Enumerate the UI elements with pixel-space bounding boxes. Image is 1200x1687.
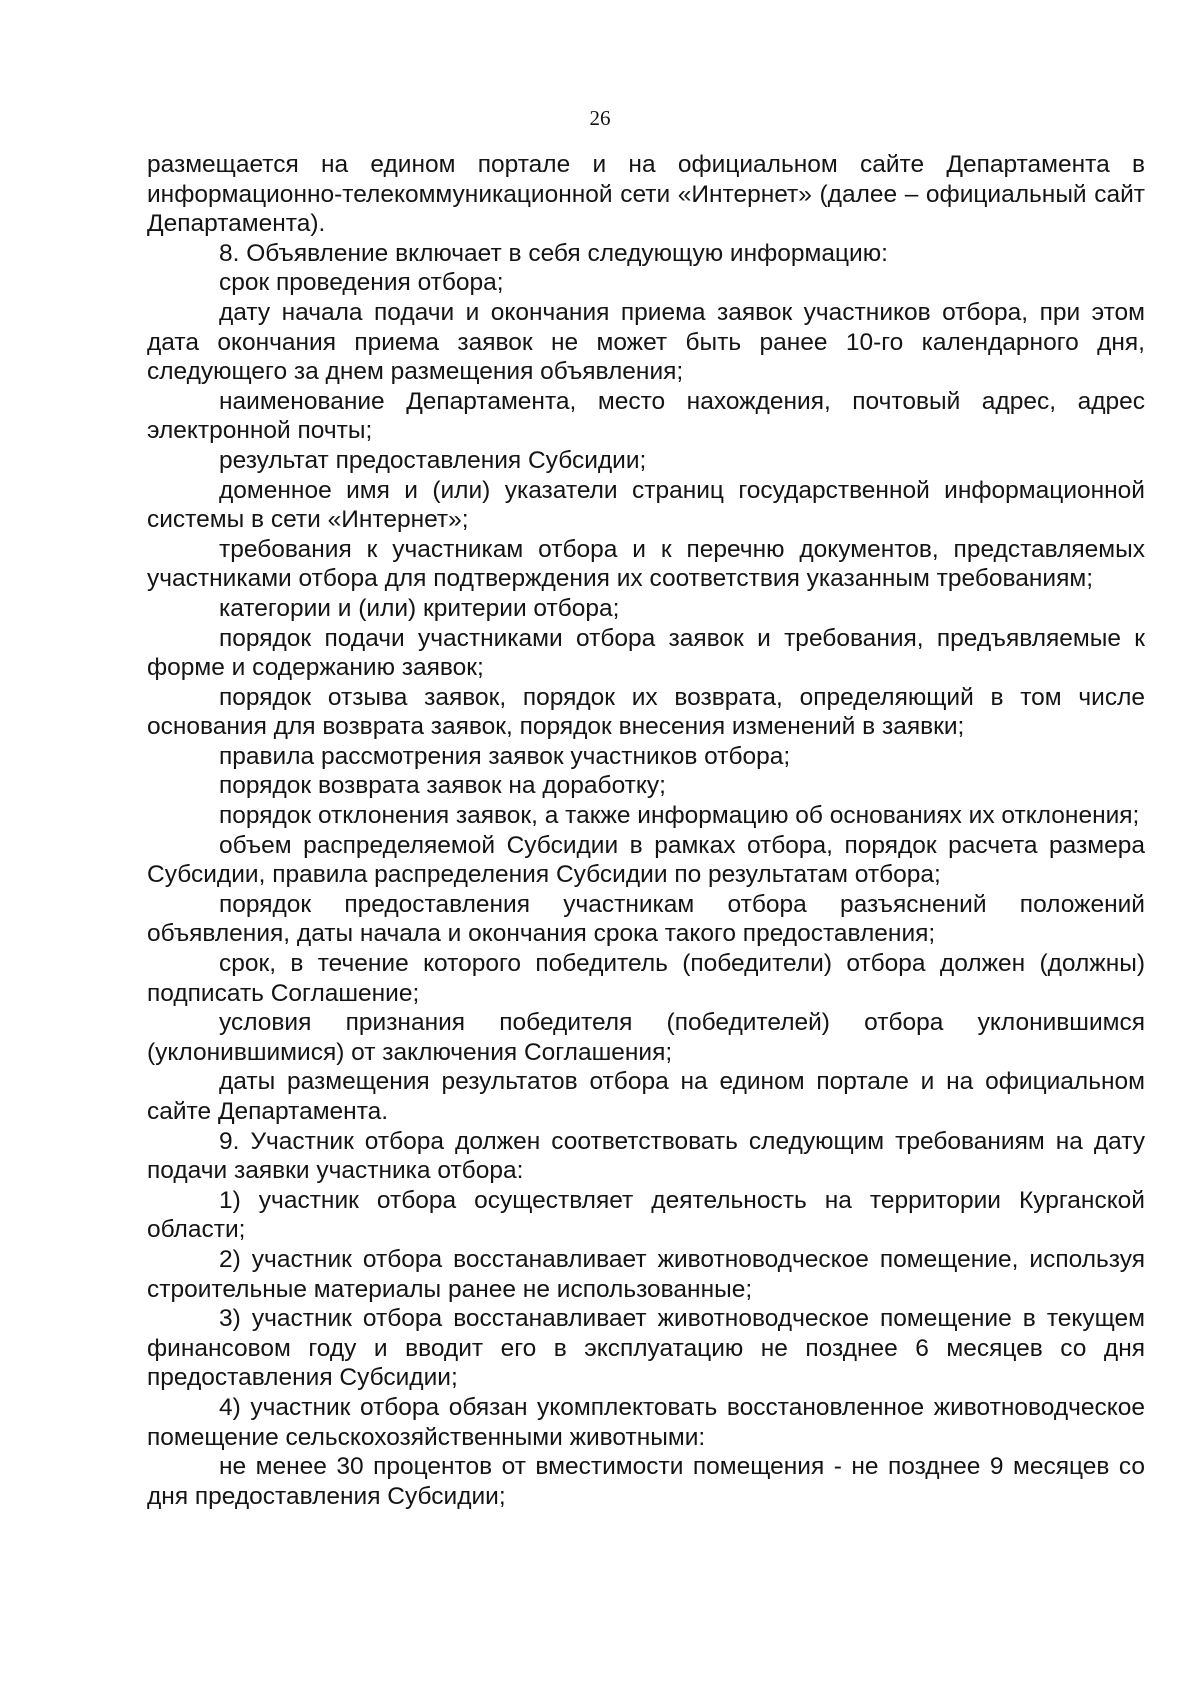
paragraph: объем распределяемой Субсидии в рамках отбора, порядок расчета размера Субсидии, правила распределения Субсидии по результатам отбора;: [147, 831, 1145, 889]
paragraph: порядок отзыва заявок, порядок их возврата, определяющий в том числе основания для возврата заявок, порядок внесения изменений в заявки;: [147, 683, 1145, 741]
paragraph: дату начала подачи и окончания приема заявок участников отбора, при этом дата окончания приема заявок не может быть ранее 10-го календарного дня, следующего за днем размещения объявления;: [147, 298, 1145, 386]
paragraph: даты размещения результатов отбора на едином портале и на официальном сайте Департамента.: [147, 1068, 1145, 1125]
paragraph: порядок возврата заявок на доработку;: [219, 772, 666, 800]
page-number: 26: [589, 106, 611, 130]
paragraph: наименование Департамента, место нахождения, почтовый адрес, адрес электронной почты;: [147, 387, 1145, 445]
paragraph: 8. Объявление включает в себя следующую информацию:: [219, 239, 888, 267]
paragraph: срок проведения отбора;: [219, 269, 504, 297]
paragraph: не менее 30 процентов от вместимости помещения - не позднее 9 месяцев со дня предоставления Субсидии;: [147, 1453, 1145, 1510]
paragraph: размещается на едином портале и на официальном сайте Департамента в информационно-телекоммуникационной сети «Интернет» (далее – официальный сайт Департамента).: [147, 151, 1145, 238]
paragraph: условия признания победителя (победителей) отбора уклонившимся (уклонившимися) от заключения Соглашения;: [147, 1009, 1145, 1066]
paragraph: 4) участник отбора обязан укомплектовать восстановленное животноводческое помещение сельскохозяйственными животными:: [147, 1393, 1145, 1451]
paragraph: категории и (или) критерии отбора;: [219, 594, 620, 622]
paragraph: порядок предоставления участникам отбора разъяснений положений объявления, даты начала и окончания срока такого предоставления;: [147, 890, 1145, 948]
paragraph: 1) участник отбора осуществляет деятельность на территории Курганской области;: [147, 1186, 1145, 1244]
paragraph: 9. Участник отбора должен соответствовать следующим требованиям на дату подачи заявки участника отбора:: [147, 1127, 1145, 1185]
paragraph: порядок подачи участниками отбора заявок и требования, предъявляемые к форме и содержанию заявок;: [147, 624, 1145, 682]
document-body: [147, 150, 1145, 1511]
paragraph: результат предоставления Субсидии;: [219, 446, 647, 474]
paragraph: 2) участник отбора восстанавливает животноводческое помещение, используя строительные материалы ранее не использованные;: [147, 1245, 1145, 1303]
paragraph: доменное имя и (или) указатели страниц государственной информационной системы в сети «Интернет»;: [147, 476, 1145, 534]
paragraph: требования к участникам отбора и к перечню документов, представляемых участниками отбора для подтверждения их соответствия указанным требованиям;: [147, 535, 1145, 593]
paragraph: 3) участник отбора восстанавливает животноводческое помещение в текущем финансовом году и вводит его в эксплуатацию не позднее 6 месяцев со дня предоставления Субсидии;: [147, 1305, 1145, 1392]
paragraph: порядок отклонения заявок, а также информацию об основаниях их отклонения;: [219, 802, 1140, 830]
paragraph: срок, в течение которого победитель (победители) отбора должен (должны) подписать Соглашение;: [147, 950, 1145, 1007]
paragraph: правила рассмотрения заявок участников отбора;: [219, 742, 791, 770]
